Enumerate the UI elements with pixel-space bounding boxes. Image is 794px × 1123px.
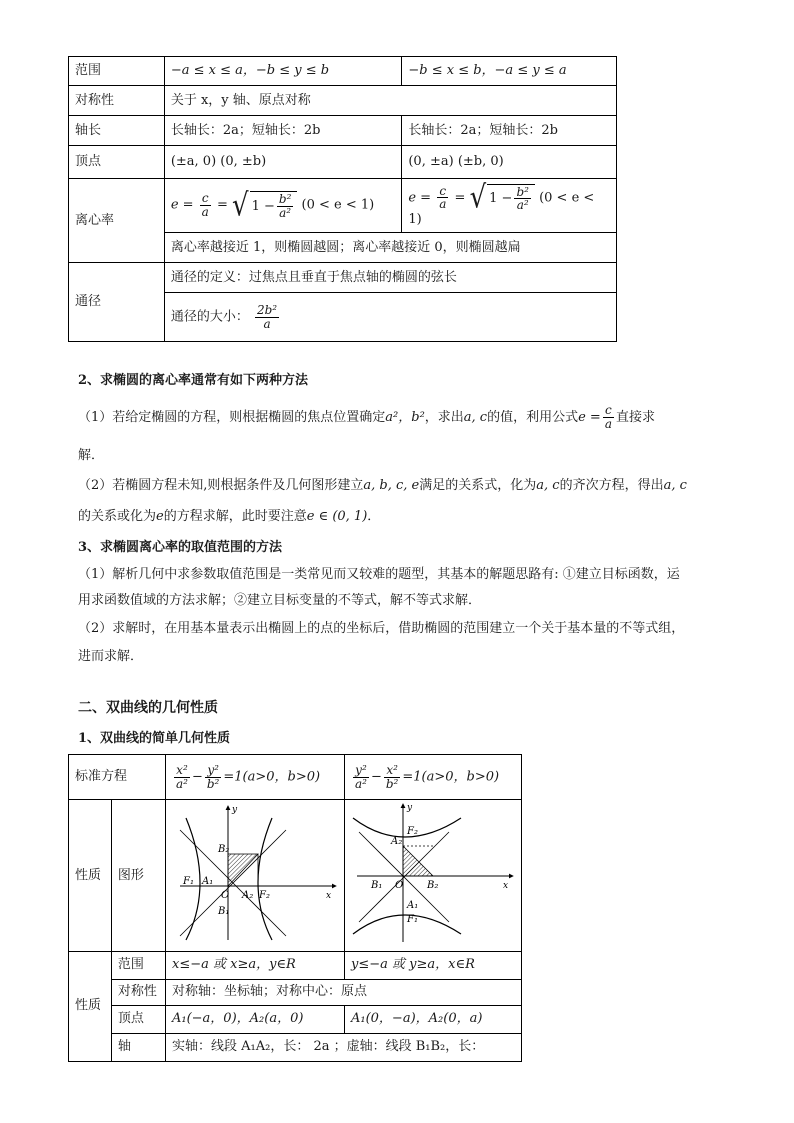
origin-label: O bbox=[394, 880, 404, 891]
point-label-F1: F₁ bbox=[406, 914, 418, 925]
point-label-A2: A₂ bbox=[241, 890, 254, 901]
range-cell-2: y≤−a 或 y≥a，x∈R bbox=[344, 951, 521, 979]
table-row bbox=[69, 86, 617, 116]
vertex-cell-1: A₁(−a，0)，A₂(a，0) bbox=[165, 1005, 344, 1033]
table-row bbox=[69, 57, 617, 86]
point-label-A1: A₁ bbox=[406, 900, 419, 911]
shaded-triangle bbox=[228, 854, 258, 886]
row-label: 图形 bbox=[111, 800, 165, 952]
subsection-heading: 1、双曲线的简单几何性质 bbox=[78, 731, 231, 746]
origin-label: O bbox=[220, 890, 230, 901]
paragraph: 解． bbox=[78, 448, 105, 463]
eccentricity-note: 离心率越接近 1，则椭圆越圆；离心率越接近 0，则椭圆越扁 bbox=[164, 233, 616, 263]
point-label-B2: B₂ bbox=[426, 880, 439, 891]
row-label: 对称性 bbox=[69, 86, 165, 116]
table-row bbox=[69, 263, 617, 293]
paragraph: （1）解析几何中求参数取值范围是一类常见而又较难的题型，其基本的解题思路有: ①建立目标函数，运 bbox=[78, 567, 680, 582]
axis-cell-2: 长轴长：2a；短轴长：2b bbox=[402, 116, 617, 146]
section-heading: 3、求椭圆离心率的取值范围的方法 bbox=[78, 540, 283, 555]
range-cell-1: x≤−a 或 x≥a，y∈R bbox=[165, 951, 344, 979]
standard-equation-1: $\frac{\text{x²}}{\text{a²}}$ − $\frac{\text{y²}}{\text{b²}}$ =1(a>0，b>0) bbox=[165, 755, 344, 800]
row-label: 范围 bbox=[69, 57, 165, 86]
symmetry-cell: 对称轴：坐标轴；对称中心：原点 bbox=[165, 979, 521, 1005]
table-row bbox=[69, 1005, 522, 1033]
shaded-triangle bbox=[403, 846, 433, 876]
row-label: 顶点 bbox=[69, 146, 165, 179]
table-row bbox=[69, 116, 617, 146]
graph-horizontal-hyperbola bbox=[165, 800, 344, 952]
point-label-A1: A₁ bbox=[201, 876, 214, 887]
point-label-B1: B₁ bbox=[217, 906, 230, 917]
row-label: 通径 bbox=[69, 263, 165, 342]
row-label: 离心率 bbox=[69, 179, 165, 263]
vertex-cell-2: (0, ±a) (±b, 0) bbox=[402, 146, 617, 179]
paragraph: （2）若椭圆方程未知,则根据条件及几何图形建立a, b, c, e满足的关系式，化为a, c的齐次方程，得出a, c bbox=[78, 478, 687, 493]
point-label-F1: F₁ bbox=[182, 876, 194, 887]
vertex-cell-1: (±a, 0) (0, ±b) bbox=[164, 146, 402, 179]
table-row bbox=[69, 179, 617, 233]
table-row bbox=[69, 146, 617, 179]
hyperbola-graph-1 bbox=[166, 800, 344, 946]
hyperbola-graph-2 bbox=[345, 800, 521, 946]
range-cell-2: −b ≤ x ≤ b，−a ≤ y ≤ a bbox=[402, 57, 617, 86]
symmetry-cell: 关于 x，y 轴、原点对称 bbox=[164, 86, 616, 116]
table-row bbox=[69, 951, 522, 979]
hyperbola-properties-table bbox=[68, 754, 522, 1062]
table-row bbox=[69, 979, 522, 1005]
range-cell-1: −a ≤ x ≤ a，−b ≤ y ≤ b bbox=[164, 57, 402, 86]
axis-label-y: y bbox=[406, 803, 413, 813]
section-heading: 2、求椭圆的离心率通常有如下两种方法 bbox=[78, 373, 309, 388]
row-label: 轴 bbox=[111, 1033, 165, 1061]
row-label: 性质 bbox=[69, 951, 112, 1061]
point-label-F2: F₂ bbox=[406, 826, 418, 837]
point-label-B2: B₂ bbox=[217, 844, 230, 855]
paragraph: （1）若给定椭圆的方程，则根据椭圆的焦点位置确定a²，b²，求出a, c的值，利用公式e = $\frac{c}{a}$ 直接求 bbox=[78, 403, 655, 431]
row-label: 对称性 bbox=[111, 979, 165, 1005]
latus-size: 通径的大小： $\frac{\text{2b²}}{a}$ bbox=[164, 293, 616, 342]
hyperbola-right-branch bbox=[258, 818, 272, 940]
ellipse-properties-table bbox=[68, 56, 617, 342]
point-label-B1: B₁ bbox=[370, 880, 383, 891]
latus-definition: 通径的定义：过焦点且垂直于焦点轴的椭圆的弦长 bbox=[164, 263, 616, 293]
axis-label-y: y bbox=[231, 805, 238, 815]
paragraph: （2）求解时，在用基本量表示出椭圆上的点的坐标后，借助椭圆的范围建立一个关于基本量的不等式组， bbox=[78, 621, 685, 636]
vertex-cell-2: A₁(0，−a)，A₂(0，a) bbox=[344, 1005, 521, 1033]
eccentricity-formula-2: e = $\frac{c}{a}$ = √ 1 − $\frac{\text{b²}}{\text{a²}}$ (0 < e < 1) bbox=[402, 179, 617, 233]
row-label: 标准方程 bbox=[69, 755, 166, 800]
row-label: 顶点 bbox=[111, 1005, 165, 1033]
paragraph: 的关系或化为e的方程求解，此时要注意e ∈ (0, 1)． bbox=[78, 509, 381, 524]
row-label: 性质 bbox=[69, 800, 112, 952]
part-heading: 二、双曲线的几何性质 bbox=[78, 700, 218, 716]
point-label-F2: F₂ bbox=[258, 890, 270, 901]
point-label-A2: A₂ bbox=[390, 836, 403, 847]
eccentricity-formula-1: e = $\frac{c}{a}$ = √ 1 − $\frac{\text{b²}}{\text{a²}}$ (0 < e < 1) bbox=[164, 179, 402, 233]
axis-label-x: x bbox=[502, 881, 509, 891]
axis-cell-1: 长轴长：2a；短轴长：2b bbox=[164, 116, 402, 146]
row-label: 轴长 bbox=[69, 116, 165, 146]
axis-label-x: x bbox=[325, 891, 332, 901]
row-label: 范围 bbox=[111, 951, 165, 979]
axis-cell: 实轴：线段 A₁A₂，长： 2a ；虚轴：线段 B₁B₂，长： bbox=[165, 1033, 521, 1061]
table-row bbox=[69, 755, 522, 800]
standard-equation-2: $\frac{\text{y²}}{\text{a²}}$ − $\frac{\text{x²}}{\text{b²}}$ =1(a>0，b>0) bbox=[344, 755, 521, 800]
graph-vertical-hyperbola bbox=[344, 800, 521, 952]
paragraph: 进而求解． bbox=[78, 649, 144, 664]
table-row bbox=[69, 1033, 522, 1061]
table-row bbox=[69, 800, 522, 952]
paragraph: 用求函数值域的方法求解；②建立目标变量的不等式，解不等式求解． bbox=[78, 593, 482, 608]
